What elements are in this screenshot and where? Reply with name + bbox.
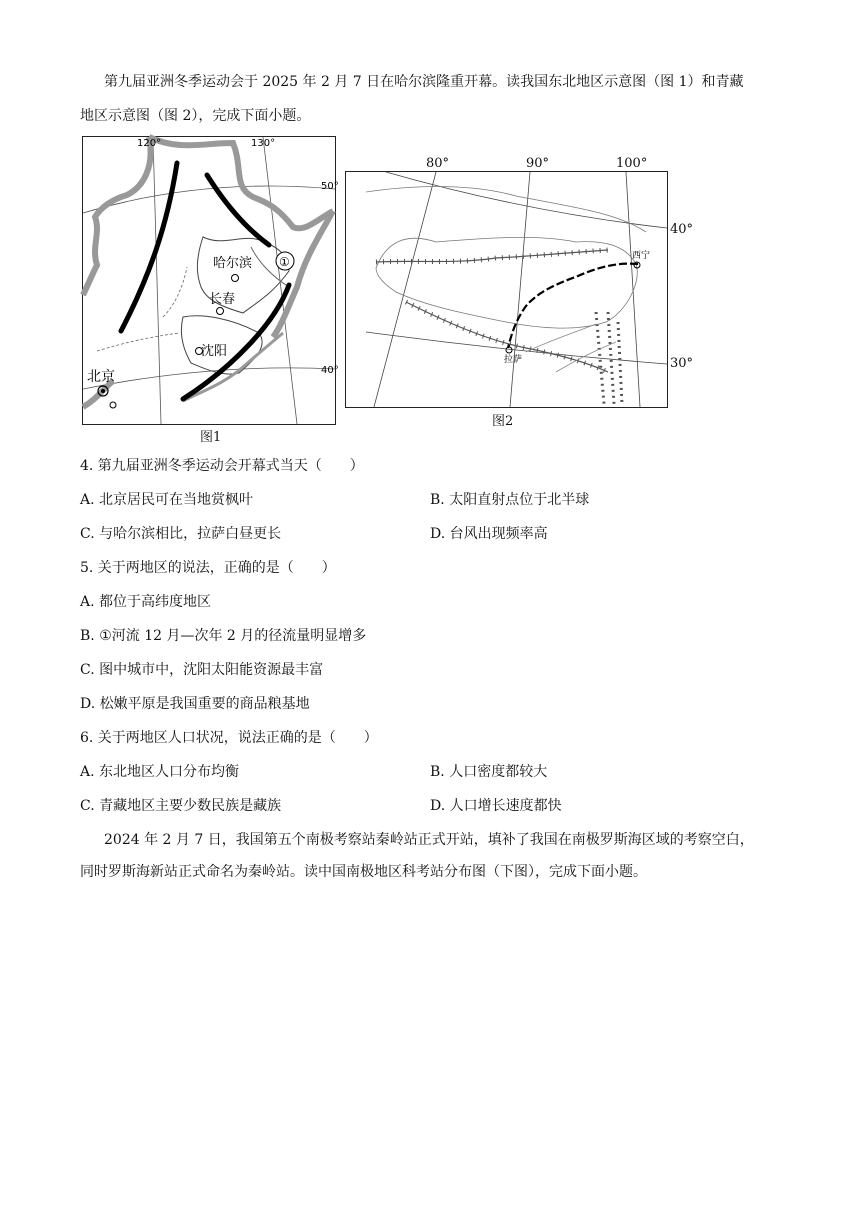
mountain-greater-khingan <box>121 163 177 331</box>
tibet-map-graphic <box>346 172 667 407</box>
question-5-option-b[interactable]: B. ①河流 12 月—次年 2 月的径流量明显增多 <box>80 628 367 644</box>
province-boundary-dashed-2 <box>163 267 187 317</box>
figure-1-northeast-map <box>82 136 339 425</box>
city-label-changchun: 长春 <box>209 292 236 307</box>
figure-2-caption: 图2 <box>492 414 514 429</box>
mountain-kunlun-ticks <box>376 250 608 262</box>
question-4-option-b[interactable]: B. 太阳直射点位于北半球 <box>430 492 590 508</box>
meridian-100 <box>626 172 640 407</box>
figure-1-caption: 图1 <box>200 430 222 445</box>
rivers <box>526 324 616 372</box>
meridian-90 <box>510 172 530 407</box>
river-marker-label: ① <box>279 255 290 269</box>
tianjin-marker <box>110 402 116 408</box>
beijing-marker-dot <box>101 389 105 393</box>
intro-paragraph-line-2: 地区示意图（图 2），完成下面小题。 <box>80 108 311 124</box>
question-6-option-d[interactable]: D. 人口增长速度都快 <box>430 798 562 814</box>
lon-label-120: 120° <box>137 138 162 149</box>
question-4-option-a[interactable]: A. 北京居民可在当地赏枫叶 <box>80 492 254 508</box>
mountain-kunlun <box>376 250 608 262</box>
city-label-lhasa: 拉萨 <box>504 355 523 365</box>
fig2-lat-label-30: 30° <box>670 356 694 371</box>
mountain-lesser-khingan <box>207 175 269 245</box>
question-6-option-a[interactable]: A. 东北地区人口分布均衡 <box>80 764 240 780</box>
question-6-option-c[interactable]: C. 青藏地区主要少数民族是藏族 <box>80 798 282 814</box>
border-west <box>83 137 151 295</box>
city-label-shenyang: 沈阳 <box>201 344 228 359</box>
lat-label-40: 40° <box>321 365 339 376</box>
question-5-stem: 5. 关于两地区的说法，正确的是（ ） <box>80 560 336 576</box>
question-5-option-c[interactable]: C. 图中城市中，沈阳太阳能资源最丰富 <box>80 662 324 678</box>
intro2-paragraph-line-1: 2024 年 2 月 7 日，我国第五个南极考察站秦岭站正式开站，填补了我国在南极罗斯海区域的考察空白， <box>104 832 754 848</box>
city-label-harbin: 哈尔滨 <box>213 256 253 271</box>
meridian-120 <box>153 137 161 424</box>
question-5-option-d[interactable]: D. 松嫩平原是我国重要的商品粮基地 <box>80 696 310 712</box>
changchun-marker <box>217 308 224 315</box>
question-4-option-d[interactable]: D. 台风出现频率高 <box>430 526 548 542</box>
lon-label-130: 130° <box>251 138 276 149</box>
northeast-map-graphic <box>83 137 339 424</box>
question-5-option-a[interactable]: A. 都位于高纬度地区 <box>80 594 212 610</box>
fig2-lon-label-80: 80° <box>426 156 450 171</box>
city-label-beijing: 北京 <box>87 369 115 385</box>
question-6-option-b[interactable]: B. 人口密度都较大 <box>430 764 548 780</box>
fig2-lon-label-100: 100° <box>616 156 648 171</box>
border-north <box>149 137 333 228</box>
fig2-lat-label-40: 40° <box>670 222 694 237</box>
harbin-marker <box>232 275 239 282</box>
parallel-40 <box>386 172 667 228</box>
question-6-stem: 6. 关于两地区人口状况，说法正确的是（ ） <box>80 730 378 746</box>
tarim-outline <box>366 187 646 233</box>
figure-2-tibet-map <box>345 171 668 408</box>
intro-paragraph-line-1: 第九届亚洲冬季运动会于 2025 年 2 月 7 日在哈尔滨隆重开幕。读我国东北地区示意图（图 1）和青藏 <box>104 74 744 90</box>
city-label-xining: 西宁 <box>632 251 651 261</box>
lat-label-50: 50° <box>321 181 339 192</box>
question-4-option-c[interactable]: C. 与哈尔滨相比，拉萨白昼更长 <box>80 526 282 542</box>
meridian-80 <box>374 172 436 407</box>
question-4-stem: 4. 第九届亚洲冬季运动会开幕式当天（ ） <box>80 458 364 474</box>
province-boundary-dashed <box>97 333 179 351</box>
intro2-paragraph-line-2: 同时罗斯海新站正式命名为秦岭站。读中国南极地区科考站分布图（下图），完成下面小题。 <box>80 864 647 880</box>
fig2-lon-label-90: 90° <box>526 156 550 171</box>
